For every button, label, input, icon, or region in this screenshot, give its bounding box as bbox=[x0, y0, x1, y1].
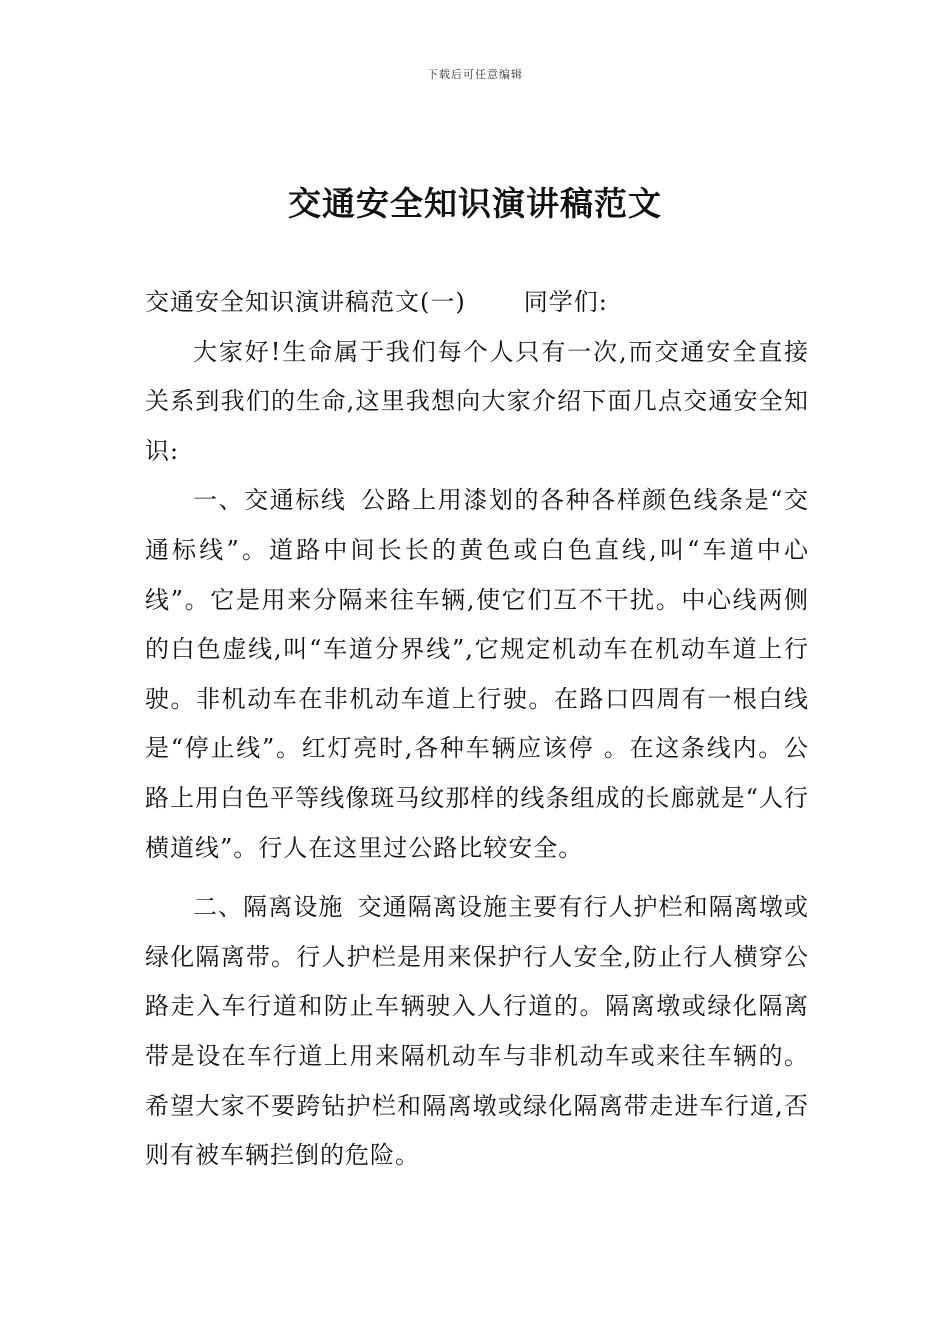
section-body-2: 交通隔离设施主要有行人护栏和隔离墩或绿化隔离带。行人护栏是用来保护行人安全,防止行人横穿公路走入车行道和防止车辆驶入人行道的。隔离墩或绿化隔离带是设在车行道上用来隔机动车与非机动车或来往车辆的。希望大家不要跨钻护栏和隔离墩或绿化隔离带走进车行道,否则有被车辆拦倒的危险。 bbox=[145, 893, 809, 1170]
section-heading-2: 二、隔离设施 bbox=[193, 893, 344, 922]
header-note: 下载后可任意编辑 bbox=[427, 68, 523, 81]
section-body-1: 公路上用漆划的各种各样颜色线条是“交通标线”。道路中间长长的黄色或白色直线,叫“车道中心线”。它是用来分隔来往车辆,使它们互不干扰。中心线两侧的白色虚线,叫“车道分界线”,它规定机动车在机动车道上行驶。非机动车在非机动车道上行驶。在路口四周有一根白线是“停止线”。红灯亮时,各种车辆应该停 。在这条线内。公路上用白色平等线像斑马纹那样的线条组成的长廊就是“人行横道线”。行人在这里过公路比较安全。 bbox=[145, 486, 809, 862]
document-title: 交通安全知识演讲稿范文 bbox=[288, 184, 662, 223]
opening-line bbox=[145, 278, 809, 328]
section-paragraph-2 bbox=[145, 883, 809, 1181]
salutation: 同学们: bbox=[523, 288, 608, 316]
document-body bbox=[145, 278, 809, 1181]
document-subtitle: 交通安全知识演讲稿范文(一) bbox=[145, 288, 466, 316]
section-heading-1: 一、交通标线 bbox=[193, 486, 347, 515]
intro-paragraph: 大家好!生命属于我们每个人只有一次,而交通安全直接关系到我们的生命,这里我想向大家介绍下面几点交通安全知识: bbox=[145, 337, 809, 465]
section-paragraph-1 bbox=[145, 476, 809, 873]
